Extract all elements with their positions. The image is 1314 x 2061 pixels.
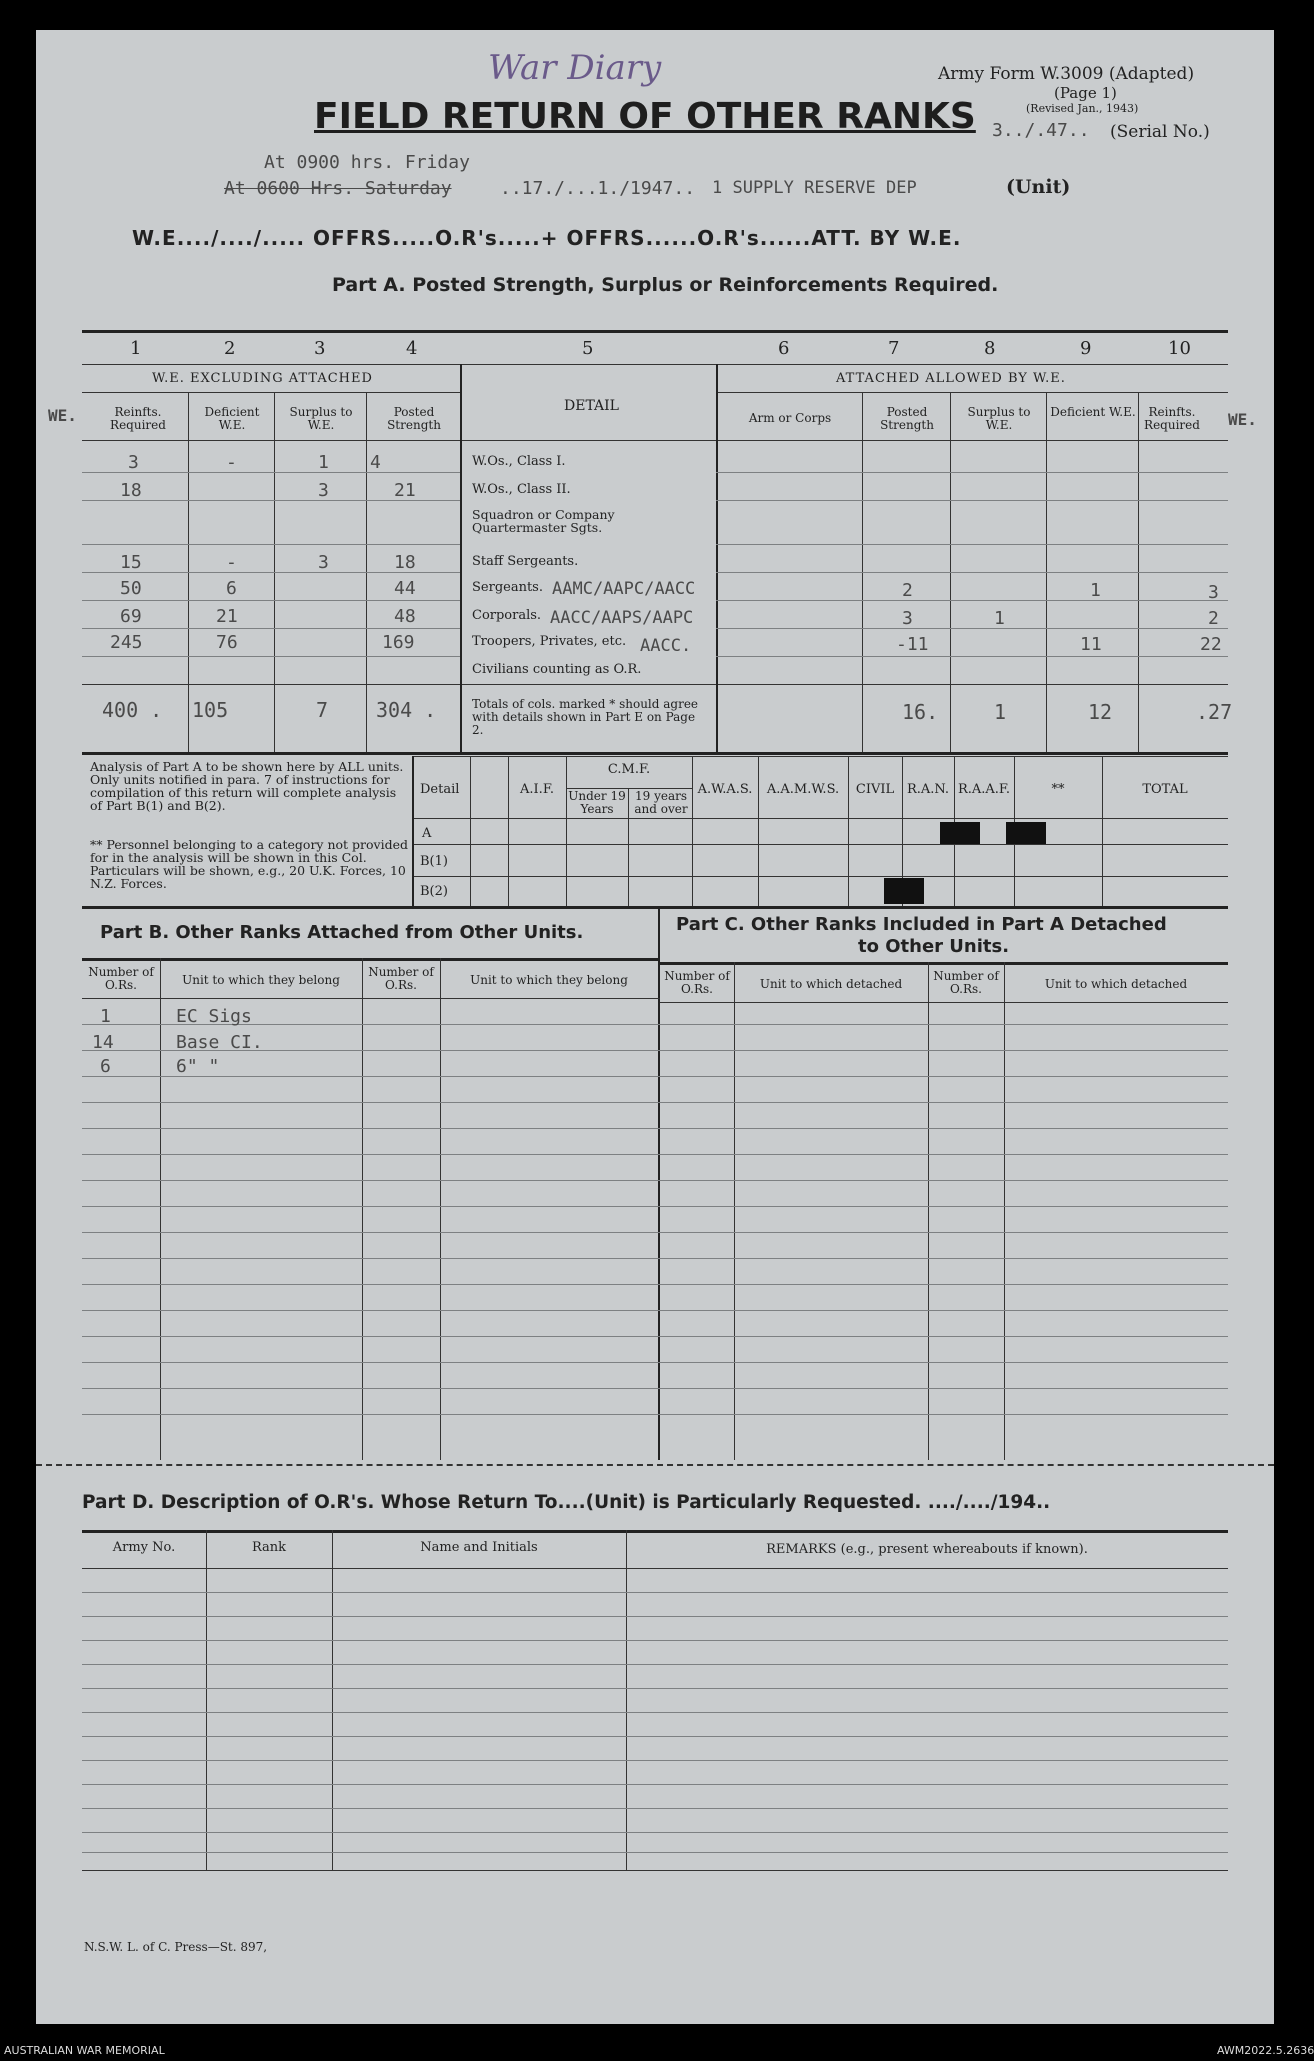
handwritten-annotation: War Diary — [488, 48, 662, 88]
we-mark-right: WE. — [1228, 410, 1257, 429]
return-date: ..17./...1./1947.. — [500, 178, 696, 199]
part-b-col-number: Number of O.Rs. — [88, 965, 154, 992]
form-sheet — [36, 30, 1274, 2024]
total-att-surplus: 1 — [994, 700, 1007, 724]
analysis-row-b2: B(2) — [420, 884, 448, 899]
col-number-1: 1 — [130, 338, 142, 359]
perforation-line — [36, 1464, 1274, 1466]
unit-name: 1 SUPPLY RESERVE DEP — [712, 178, 917, 198]
analysis-aamws: A.A.M.W.S. — [766, 782, 840, 797]
cell-att-posted: 2 — [902, 580, 913, 601]
cell-posted: 48 — [394, 606, 416, 627]
analysis-civil: CIVIL — [855, 782, 895, 797]
page-number: (Page 1) — [1054, 84, 1117, 102]
cell-reinfts: 50 — [120, 578, 142, 599]
part-b-col-unit-2: Unit to which they belong — [470, 973, 628, 987]
cell-posted: 169 — [382, 632, 415, 653]
total-deficient: 105 — [192, 698, 229, 722]
total-reinfts: 400 . — [102, 698, 163, 722]
analysis-other-col: ** — [1051, 782, 1065, 797]
form-number: Army Form W.3009 (Adapted) — [938, 64, 1195, 84]
cell-arm-corps: AACC/AAPS/AAPC — [550, 608, 694, 628]
cell-arm-corps: AACC. — [640, 636, 692, 656]
part-d-col-rank: Rank — [251, 1540, 287, 1555]
part-d-col-army-no: Army No. — [112, 1540, 176, 1555]
header-arm-or-corps: Arm or Corps — [748, 411, 832, 425]
cell-posted: 44 — [394, 578, 416, 599]
form-title: FIELD RETURN OF OTHER RANKS — [314, 96, 976, 137]
part-b-col-unit: Unit to which they belong — [182, 973, 340, 987]
analysis-note: Analysis of Part A to be shown here by ALL units. Only units notified in para. 7 of instructions for compilation of this return will complete analysis of Part B(1) and B(2). — [90, 759, 404, 813]
part-b-number: 14 — [92, 1032, 114, 1053]
cell-posted: 4 — [370, 452, 381, 473]
part-d-col-name: Name and Initials — [420, 1540, 538, 1555]
analysis-row-b1: B(1) — [420, 854, 448, 869]
cell-surplus: 1 — [318, 452, 329, 473]
analysis-aif: A.I.F. — [520, 782, 554, 797]
struck-time: At 0600 Hrs. Saturday — [224, 178, 452, 199]
part-b-unit: 6" " — [176, 1056, 220, 1077]
cell-reinfts: 15 — [120, 552, 142, 573]
cell-posted: 18 — [394, 552, 416, 573]
row-detail: W.Os., Class I. — [472, 454, 566, 469]
part-c-col-number-2: Number of O.Rs. — [933, 969, 999, 996]
col-number-7: 7 — [888, 338, 900, 359]
unit-label: (Unit) — [1006, 176, 1071, 198]
typed-time: At 0900 hrs. Friday — [264, 152, 470, 173]
cell-reinfts: 3 — [128, 452, 139, 473]
analysis-note-other: ** Personnel belonging to a category not provided for in the analysis will be shown in this Col. Particulars will be shown, e.g., 20 U.K. Forces, 10 N.Z. Forces. — [90, 837, 408, 891]
part-c-col-unit: Unit to which detached — [759, 977, 903, 991]
row-detail: Sergeants. — [472, 580, 543, 595]
header-reinfts-required: Reinfts. Required — [110, 405, 166, 432]
cell-att-reinfts: 22 — [1200, 634, 1222, 655]
part-b-unit: Base CI. — [176, 1032, 263, 1053]
totals-note: Totals of cols. marked * should agree with details shown in Part E on Page 2. — [472, 697, 699, 737]
row-detail: Staff Sergeants. — [472, 554, 579, 569]
blacked-cell — [1006, 822, 1046, 844]
total-surplus: 7 — [316, 698, 329, 722]
header-deficient-we: Deficient W.E. — [204, 405, 260, 432]
header-att-surplus: Surplus to W.E. — [967, 405, 1031, 432]
total-posted: 304 . — [376, 698, 437, 722]
row-detail: Troopers, Privates, etc. — [472, 634, 627, 649]
col-number-6: 6 — [778, 338, 790, 359]
col-number-4: 4 — [406, 338, 418, 359]
we-line: W.E..../..../..... OFFRS.....O.R's.....+ OFFRS......O.R's......ATT. BY W.E. — [132, 226, 962, 250]
press-imprint: N.S.W. L. of C. Press—St. 897, — [84, 1940, 268, 1954]
cell-surplus: 3 — [318, 552, 329, 573]
col-number-10: 10 — [1168, 338, 1191, 359]
row-detail: Corporals. — [472, 608, 542, 623]
right-group-header: ATTACHED ALLOWED BY W.E. — [836, 371, 1066, 386]
left-group-header: W.E. EXCLUDING ATTACHED — [152, 371, 373, 386]
cell-reinfts: 18 — [120, 480, 142, 501]
cell-reinfts: 245 — [110, 632, 143, 653]
cell-deficient: 21 — [216, 606, 238, 627]
cell-att-reinfts: 3 — [1208, 582, 1219, 603]
col-number-5: 5 — [582, 338, 594, 359]
part-b-number: 6 — [100, 1056, 111, 1077]
col-number-8: 8 — [984, 338, 996, 359]
serial-number: 3../.47.. — [992, 120, 1090, 141]
total-att-reinfts: .27 — [1196, 700, 1233, 724]
header-att-posted-strength: Posted Strength — [880, 405, 934, 432]
cell-att-posted: 3 — [902, 608, 913, 629]
part-d-title: Part D. Description of O.R's. Whose Return To....(Unit) is Particularly Requested. ..../..../194.. — [82, 1492, 1051, 1513]
analysis-ran: R.A.N. — [906, 782, 950, 797]
part-c-col-number: Number of O.Rs. — [664, 969, 730, 996]
cell-surplus: 3 — [318, 480, 329, 501]
header-surplus-we: Surplus to W.E. — [289, 405, 353, 432]
part-c-title: Part C. Other Ranks Included in Part A Detached — [676, 914, 1167, 935]
col-number-3: 3 — [314, 338, 326, 359]
part-d-col-remarks: REMARKS (e.g., present whereabouts if known). — [766, 1542, 1088, 1557]
part-b-unit: EC Sigs — [176, 1006, 252, 1027]
blacked-cell — [884, 878, 924, 904]
row-detail: W.Os., Class II. — [472, 482, 571, 497]
total-att-posted: 16. — [902, 700, 939, 724]
analysis-total: TOTAL — [1142, 782, 1188, 797]
header-posted-strength: Posted Strength — [387, 405, 441, 432]
footer-institution: AUSTRALIAN WAR MEMORIAL — [4, 2044, 165, 2057]
footer-accession: AWM2022.5.2636 — [1217, 2044, 1314, 2057]
part-b-col-number-2: Number of O.Rs. — [368, 965, 434, 992]
detail-header: DETAIL — [564, 398, 619, 414]
cell-deficient: - — [226, 552, 237, 573]
row-detail: Squadron or Company Quartermaster Sgts. — [472, 507, 615, 535]
cell-att-reinfts: 2 — [1208, 608, 1219, 629]
cell-arm-corps: AAMC/AAPC/AACC — [552, 579, 696, 599]
cell-deficient: 6 — [226, 578, 237, 599]
blacked-cell — [940, 822, 980, 844]
cell-att-posted: -11 — [896, 634, 929, 655]
part-c-title-line2: to Other Units. — [858, 936, 1010, 957]
cell-posted: 21 — [394, 480, 416, 501]
part-c-col-unit-2: Unit to which detached — [1044, 977, 1188, 991]
analysis-raaf: R.A.A.F. — [957, 782, 1011, 797]
revised-date: (Revised Jan., 1943) — [1026, 102, 1139, 115]
serial-label: (Serial No.) — [1110, 122, 1210, 142]
part-b-number: 1 — [100, 1006, 111, 1027]
analysis-row-a: A — [422, 826, 432, 841]
header-att-deficient: Deficient W.E. — [1050, 405, 1136, 419]
analysis-under-19: Under 19 Years — [568, 789, 626, 816]
we-mark-left: WE. — [48, 406, 77, 425]
col-number-9: 9 — [1080, 338, 1092, 359]
header-att-reinfts: Reinfts. Required — [1144, 405, 1200, 432]
col-number-2: 2 — [224, 338, 236, 359]
cell-att-deficient: 11 — [1080, 634, 1102, 655]
total-att-deficient: 12 — [1088, 700, 1113, 724]
cell-att-deficient: 1 — [1090, 580, 1101, 601]
row-detail: Civilians counting as O.R. — [472, 662, 642, 677]
analysis-cmf: C.M.F. — [607, 762, 651, 777]
cell-deficient: - — [226, 452, 237, 473]
analysis-awas: A.W.A.S. — [697, 782, 753, 797]
analysis-over-19: 19 years and over — [634, 789, 688, 816]
analysis-detail-header: Detail — [420, 782, 460, 797]
part-a-title: Part A. Posted Strength, Surplus or Reinforcements Required. — [332, 274, 999, 296]
cell-att-surplus: 1 — [994, 608, 1005, 629]
part-b-title: Part B. Other Ranks Attached from Other Units. — [100, 922, 584, 943]
cell-reinfts: 69 — [120, 606, 142, 627]
cell-deficient: 76 — [216, 632, 238, 653]
